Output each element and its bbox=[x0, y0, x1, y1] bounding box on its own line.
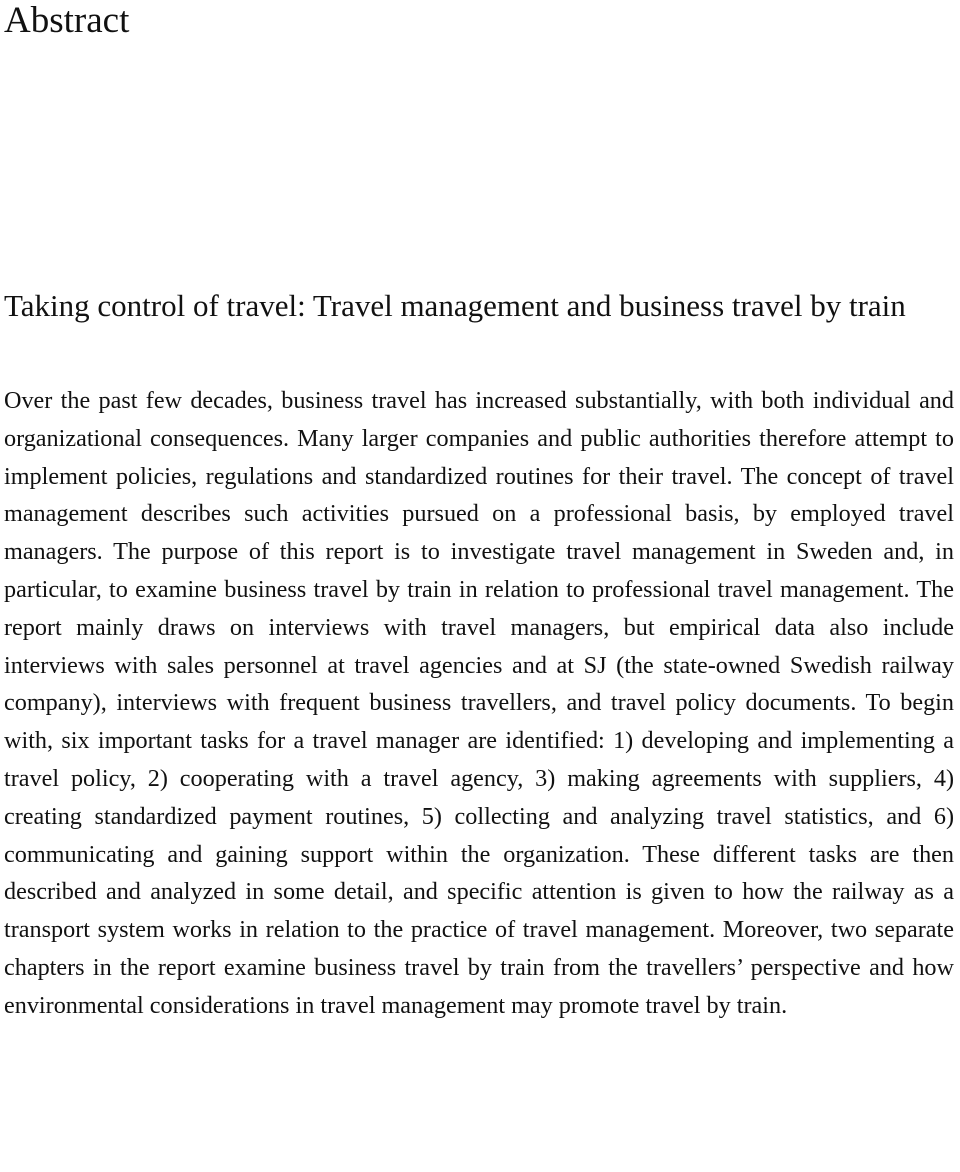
section-heading: Abstract bbox=[4, 0, 130, 41]
report-title: Taking control of travel: Travel management and business travel by train bbox=[4, 288, 906, 323]
abstract-paragraph: Over the past few decades, business travel has increased substantially, with both individual and organizational consequences. Many larger companies and public authorities therefore attempt to implement policies, regulations and standardized routines for their travel. The concept of travel management describes such activities pursued on a professional basis, by employed travel managers. The purpose of this report is to investigate travel management in Sweden and, in particular, to examine business travel by train in relation to professional travel management. The report mainly draws on interviews with travel managers, but empirical data also include interviews with sales personnel at travel agencies and at SJ (the state-owned Swedish railway company), interviews with frequent business travellers, and travel policy documents. To begin with, six important tasks for a travel manager are identified: 1) developing and implementing a travel policy, 2) cooperating with a travel agency, 3) making agreements with suppliers, 4) creating standardized payment routines, 5) collecting and analyzing travel statistics, and 6) communicating and gaining support within the organization. These different tasks are then described and analyzed in some detail, and specific attention is given to how the railway as a transport system works in relation to the practice of travel management. Moreover, two separate chapters in the report examine business travel by train from the travellers’ perspective and how environmental considerations in travel management may promote travel by train. bbox=[4, 387, 954, 1019]
